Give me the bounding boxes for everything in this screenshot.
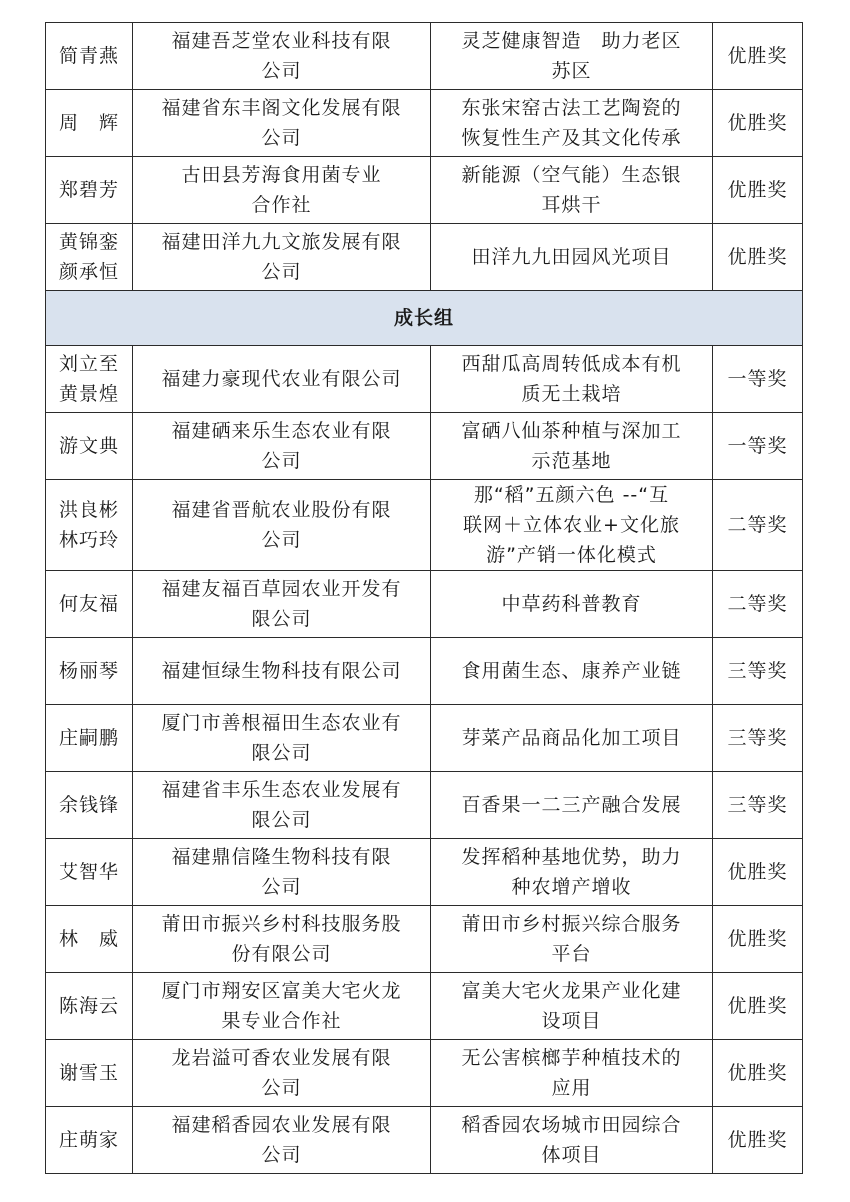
table-row xyxy=(46,1040,803,1107)
participant-name xyxy=(46,772,133,839)
project-name-line: 种农增产增收 xyxy=(511,876,632,898)
project-name-line: 新能源（空气能）生态银 xyxy=(461,164,682,186)
award-table xyxy=(45,22,803,1174)
company-name xyxy=(133,772,431,839)
project-name-line: 恢复性生产及其文化传承 xyxy=(461,127,682,149)
table-row xyxy=(46,772,803,839)
company-name-line: 公司 xyxy=(261,261,302,283)
award-level: 优胜奖 xyxy=(713,1040,803,1107)
company-name-line: 公司 xyxy=(261,60,302,82)
company-name-line: 福建恒绿生物科技有限公司 xyxy=(161,660,402,682)
company-name-line: 福建友福百草园农业开发有 xyxy=(161,578,402,600)
project-name-line: 田洋九九田园风光项目 xyxy=(471,246,672,268)
project-name-line: 应用 xyxy=(551,1077,592,1099)
table-row xyxy=(46,1107,803,1174)
participant-name xyxy=(46,1107,133,1174)
company-name xyxy=(133,1107,431,1174)
participant-name xyxy=(46,90,133,157)
participant-name xyxy=(46,705,133,772)
project-name xyxy=(431,23,713,90)
participant-name xyxy=(46,906,133,973)
project-name-line: 平台 xyxy=(551,943,592,965)
participant-name xyxy=(46,224,133,291)
company-name-line: 厦门市善根福田生态农业有 xyxy=(161,712,402,734)
project-name-line: 苏区 xyxy=(551,60,592,82)
project-name-line: 中草药科普教育 xyxy=(501,593,642,615)
company-name xyxy=(133,224,431,291)
award-level: 三等奖 xyxy=(713,638,803,705)
company-name xyxy=(133,973,431,1040)
project-name-line: 富硒八仙茶种植与深加工 xyxy=(461,420,682,442)
award-level: 三等奖 xyxy=(713,772,803,839)
participant-name-line: 黄锦銮 xyxy=(58,231,119,253)
award-level: 优胜奖 xyxy=(713,157,803,224)
project-name-line: 灵芝健康智造 助力老区 xyxy=(461,30,682,52)
participant-name-line: 余钱锋 xyxy=(58,794,119,816)
award-level: 一等奖 xyxy=(713,346,803,413)
company-name-line: 福建吾芝堂农业科技有限 xyxy=(171,30,392,52)
company-name xyxy=(133,157,431,224)
project-name-line: 东张宋窑古法工艺陶瓷的 xyxy=(461,97,682,119)
company-name-line: 限公司 xyxy=(251,809,312,831)
participant-name xyxy=(46,157,133,224)
company-name xyxy=(133,839,431,906)
company-name xyxy=(133,1040,431,1107)
company-name-line: 福建田洋九九文旅发展有限 xyxy=(161,231,402,253)
participant-name-line: 庄嗣鹏 xyxy=(58,727,119,749)
company-name xyxy=(133,638,431,705)
company-name-line: 福建鼎信隆生物科技有限 xyxy=(171,846,392,868)
award-level: 优胜奖 xyxy=(713,839,803,906)
company-name-line: 古田县芳海食用菌专业 xyxy=(181,164,382,186)
participant-name xyxy=(46,839,133,906)
company-name-line: 公司 xyxy=(261,127,302,149)
company-name xyxy=(133,90,431,157)
company-name-line: 龙岩溢可香农业发展有限 xyxy=(171,1047,392,1069)
section-header-row xyxy=(46,291,803,346)
award-level: 优胜奖 xyxy=(713,973,803,1040)
company-name-line: 公司 xyxy=(261,450,302,472)
table-row xyxy=(46,90,803,157)
company-name xyxy=(133,413,431,480)
project-name xyxy=(431,224,713,291)
project-name xyxy=(431,638,713,705)
participant-name-line: 林 威 xyxy=(58,928,119,950)
company-name-line: 限公司 xyxy=(251,742,312,764)
award-level: 一等奖 xyxy=(713,413,803,480)
company-name-line: 公司 xyxy=(261,529,302,551)
project-name xyxy=(431,90,713,157)
table-row xyxy=(46,157,803,224)
project-name-line: 体项目 xyxy=(541,1144,602,1166)
participant-name xyxy=(46,638,133,705)
award-level: 二等奖 xyxy=(713,480,803,571)
table-row xyxy=(46,23,803,90)
company-name-line: 果专业合作社 xyxy=(221,1010,342,1032)
award-level: 优胜奖 xyxy=(713,90,803,157)
project-name-line: 食用菌生态、康养产业链 xyxy=(461,660,682,682)
project-name-line: 富美大宅火龙果产业化建 xyxy=(461,980,682,1002)
participant-name-line: 庄萌家 xyxy=(58,1129,119,1151)
participant-name-line: 林巧玲 xyxy=(58,529,119,551)
table-row xyxy=(46,906,803,973)
participant-name-line: 洪良彬 xyxy=(58,499,119,521)
project-name-line: 芽菜产品商品化加工项目 xyxy=(461,727,682,749)
project-name-line: 无公害槟榔芋种植技术的 xyxy=(461,1047,682,1069)
award-level: 优胜奖 xyxy=(713,224,803,291)
participant-name-line: 何友福 xyxy=(58,593,119,615)
company-name-line: 份有限公司 xyxy=(231,943,332,965)
participant-name xyxy=(46,413,133,480)
project-name xyxy=(431,1040,713,1107)
award-level: 三等奖 xyxy=(713,705,803,772)
project-name xyxy=(431,973,713,1040)
project-name-line: 质无土栽培 xyxy=(521,383,622,405)
company-name-line: 公司 xyxy=(261,876,302,898)
participant-name-line: 周 辉 xyxy=(58,112,119,134)
company-name xyxy=(133,23,431,90)
participant-name-line: 黄景煌 xyxy=(58,383,119,405)
company-name-line: 厦门市翔安区富美大宅火龙 xyxy=(161,980,402,1002)
table-row xyxy=(46,346,803,413)
company-name-line: 福建省丰乐生态农业发展有 xyxy=(161,779,402,801)
award-level: 二等奖 xyxy=(713,571,803,638)
company-name xyxy=(133,480,431,571)
participant-name xyxy=(46,480,133,571)
section-title: 成长组 xyxy=(46,291,803,346)
table-row xyxy=(46,413,803,480)
project-name-line: 稻香园农场城市田园综合 xyxy=(461,1114,682,1136)
project-name xyxy=(431,705,713,772)
company-name-line: 福建硒来乐生态农业有限 xyxy=(171,420,392,442)
participant-name-line: 游文典 xyxy=(58,435,119,457)
project-name xyxy=(431,413,713,480)
project-name-line: 那“稻”五颜六色 --“互 xyxy=(473,484,670,506)
project-name-line: 莆田市乡村振兴综合服务 xyxy=(461,913,682,935)
project-name xyxy=(431,906,713,973)
project-name xyxy=(431,571,713,638)
award-level: 优胜奖 xyxy=(713,1107,803,1174)
company-name-line: 合作社 xyxy=(251,194,312,216)
company-name xyxy=(133,571,431,638)
company-name-line: 福建省晋航农业股份有限 xyxy=(171,499,392,521)
project-name-line: 西甜瓜高周转低成本有机 xyxy=(461,353,682,375)
project-name-line: 联网＋立体农业+文化旅 xyxy=(463,514,680,536)
participant-name-line: 郑碧芳 xyxy=(58,179,119,201)
table-row xyxy=(46,839,803,906)
project-name-line: 设项目 xyxy=(541,1010,602,1032)
participant-name-line: 陈海云 xyxy=(58,995,119,1017)
project-name xyxy=(431,346,713,413)
participant-name-line: 杨丽琴 xyxy=(58,660,119,682)
company-name-line: 福建省东丰阁文化发展有限 xyxy=(161,97,402,119)
participant-name-line: 谢雪玉 xyxy=(58,1062,119,1084)
participant-name-line: 艾智华 xyxy=(58,861,119,883)
participant-name xyxy=(46,346,133,413)
table-row xyxy=(46,973,803,1040)
participant-name xyxy=(46,23,133,90)
project-name-line: 发挥稻种基地优势，助力 xyxy=(461,846,682,868)
project-name xyxy=(431,839,713,906)
project-name xyxy=(431,772,713,839)
project-name xyxy=(431,1107,713,1174)
table-row xyxy=(46,480,803,571)
company-name-line: 限公司 xyxy=(251,608,312,630)
award-level: 优胜奖 xyxy=(713,906,803,973)
table-row xyxy=(46,571,803,638)
award-level: 优胜奖 xyxy=(713,23,803,90)
company-name-line: 公司 xyxy=(261,1077,302,1099)
table-row xyxy=(46,705,803,772)
company-name xyxy=(133,906,431,973)
company-name-line: 福建力豪现代农业有限公司 xyxy=(161,368,402,390)
project-name-line: 游”产销一体化模式 xyxy=(486,544,657,566)
company-name-line: 莆田市振兴乡村科技服务股 xyxy=(161,913,402,935)
project-name xyxy=(431,157,713,224)
company-name xyxy=(133,705,431,772)
participant-name xyxy=(46,973,133,1040)
participant-name-line: 颜承恒 xyxy=(58,261,119,283)
participant-name-line: 简青燕 xyxy=(58,45,119,67)
table-row xyxy=(46,638,803,705)
participant-name xyxy=(46,1040,133,1107)
participant-name-line: 刘立至 xyxy=(58,353,119,375)
company-name xyxy=(133,346,431,413)
project-name xyxy=(431,480,713,571)
company-name-line: 公司 xyxy=(261,1144,302,1166)
project-name-line: 百香果一二三产融合发展 xyxy=(461,794,682,816)
project-name-line: 耳烘干 xyxy=(541,194,602,216)
company-name-line: 福建稻香园农业发展有限 xyxy=(171,1114,392,1136)
table-row xyxy=(46,224,803,291)
participant-name xyxy=(46,571,133,638)
project-name-line: 示范基地 xyxy=(531,450,612,472)
